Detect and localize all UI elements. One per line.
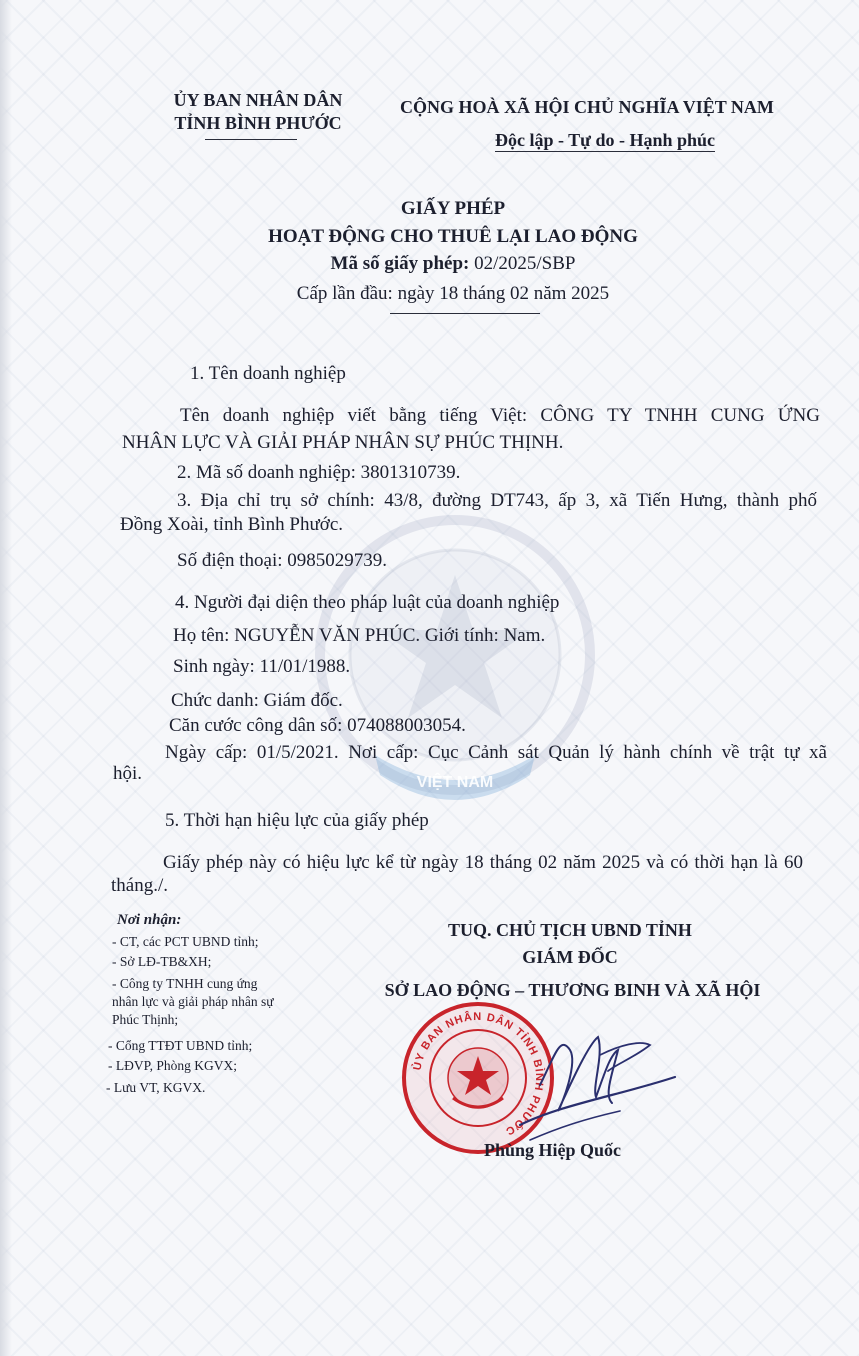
- section-5-heading: 5. Thời hạn hiệu lực của giấy phép: [165, 810, 429, 831]
- first-issue-date: Cấp lần đầu: ngày 18 tháng 02 năm 2025: [296, 283, 610, 304]
- address-line2: Đồng Xoài, tỉnh Bình Phước.: [120, 514, 344, 535]
- representative-name: Họ tên: NGUYỄN VĂN PHÚC. Giới tính: Nam.: [173, 625, 546, 646]
- handwritten-signature: [500, 1015, 690, 1145]
- doc-subtitle: HOẠT ĐỘNG CHO THUÊ LẠI LAO ĐỘNG: [268, 226, 638, 247]
- seal-text: ỦY BAN NHÂN DÂN TỈNH BÌNH PHƯỚC: [411, 1010, 546, 1138]
- signature-department: SỞ LAO ĐỘNG – THƯƠNG BINH VÀ XÃ HỘI: [384, 980, 761, 1000]
- representative-id: Căn cước công dân số: 074088003054.: [169, 715, 466, 736]
- recipient-item: - Lưu VT, KGVX.: [106, 1080, 206, 1095]
- recipient-item: - Công ty TNHH cung ứng: [112, 976, 258, 991]
- address-line1: 3. Địa chỉ trụ sở chính: 43/8, đường DT743, ấp 3, xã Tiến Hưng, thành phố: [177, 490, 817, 511]
- signature-title: GIÁM ĐỐC: [522, 947, 618, 967]
- header-motto: Độc lập - Tự do - Hạnh phúc: [494, 130, 716, 150]
- recipient-item: - Cổng TTĐT UBND tỉnh;: [108, 1038, 253, 1053]
- enterprise-code: 2. Mã số doanh nghiệp: 3801310739.: [177, 462, 461, 483]
- license-number-value: 02/2025/SBP: [474, 253, 576, 274]
- license-number-label: Mã số giấy phép:: [330, 253, 470, 274]
- header-agency-line1: ỦY BAN NHÂN DÂN: [173, 90, 343, 110]
- id-issue-line1: Ngày cấp: 01/5/2021. Nơi cấp: Cục Cảnh sát Quản lý hành chính về trật tự xã: [165, 742, 827, 763]
- signer-name: Phùng Hiệp Quốc: [484, 1140, 622, 1160]
- header-nation: CỘNG HOÀ XÃ HỘI CHỦ NGHĨA VIỆT NAM: [400, 97, 774, 117]
- company-name-line1: Tên doanh nghiệp viết bằng tiếng Việt: CÔNG TY TNHH CUNG ỨNG: [180, 405, 820, 426]
- section-1-heading: 1. Tên doanh nghiệp: [190, 363, 346, 384]
- recipient-item: - Sở LĐ-TB&XH;: [112, 954, 212, 969]
- representative-position: Chức danh: Giám đốc.: [171, 690, 343, 711]
- title-rule: [390, 313, 540, 314]
- id-issue-line2: hội.: [113, 763, 143, 784]
- company-name-line2: NHÂN LỰC VÀ GIẢI PHÁP NHÂN SỰ PHÚC THỊNH.: [122, 432, 564, 453]
- header-agency-line2: TỈNH BÌNH PHƯỚC: [174, 113, 342, 133]
- section-4-heading: 4. Người đại diện theo pháp luật của doanh nghiệp: [175, 592, 560, 613]
- signature-authority: TUQ. CHỦ TỊCH UBND TỈNH: [448, 920, 692, 940]
- page-edge-shadow: [0, 0, 12, 1356]
- header-left-rule: [205, 139, 297, 140]
- phone-number: Số điện thoại: 0985029739.: [177, 550, 388, 571]
- license-number-line: [183, 253, 723, 275]
- recipient-item: - LĐVP, Phòng KGVX;: [108, 1058, 238, 1073]
- recipient-item: Phúc Thịnh;: [112, 1012, 179, 1027]
- validity-line1: Giấy phép này có hiệu lực kể từ ngày 18 tháng 02 năm 2025 và có thời hạn là 60: [163, 852, 803, 873]
- representative-dob: Sinh ngày: 11/01/1988.: [173, 656, 351, 677]
- validity-line2: tháng./.: [111, 875, 168, 896]
- recipients-title: Nơi nhận:: [117, 912, 182, 928]
- doc-title: GIẤY PHÉP: [400, 198, 506, 219]
- recipient-item: - CT, các PCT UBND tỉnh;: [112, 934, 259, 949]
- recipient-item: nhân lực và giải pháp nhân sự: [112, 994, 274, 1009]
- watermark-text: VIỆT NAM: [416, 774, 494, 791]
